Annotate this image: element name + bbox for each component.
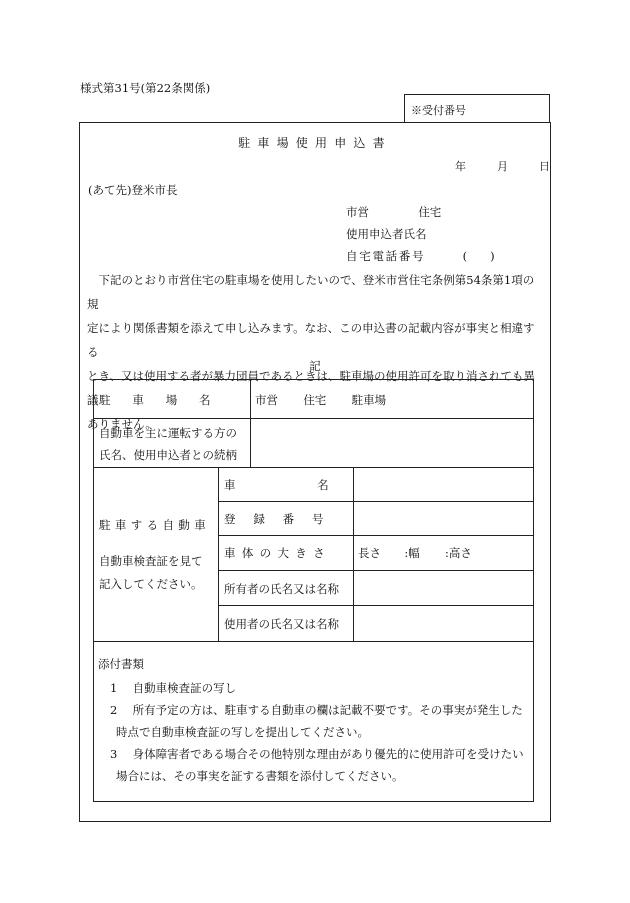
parking-name-label bbox=[99, 392, 241, 408]
statement-line: ありません。 bbox=[87, 417, 157, 431]
car-name-label bbox=[224, 477, 411, 493]
attachment-number: 1 bbox=[110, 681, 118, 695]
parking-label-text: 駐車場名 bbox=[99, 393, 233, 407]
applicant-name[interactable] bbox=[346, 226, 427, 242]
user-label: 使用者の氏名又は名称 bbox=[224, 617, 339, 631]
owner-field[interactable] bbox=[355, 571, 530, 604]
owner-label: 所有者の氏名又は名称 bbox=[224, 582, 339, 596]
attachment-number: 3 bbox=[110, 747, 118, 761]
width-label: :幅 bbox=[404, 546, 420, 560]
month-label: 月 bbox=[497, 160, 508, 173]
size-text: 車体の大きさ bbox=[224, 546, 331, 560]
attachment-text-continued: 時点で自動車検査証の写しを提出してください。 bbox=[116, 725, 369, 739]
addressee: (あて先)登米市長 bbox=[88, 183, 178, 197]
page-title: 駐車場使用申込書 bbox=[238, 136, 392, 150]
attachments-title: 添付書類 bbox=[98, 657, 144, 671]
applicant-address[interactable] bbox=[346, 204, 441, 220]
size-value-field[interactable] bbox=[358, 545, 472, 561]
attachment-text: 身体障害者である場合その他特別な理由があり優先的に使用許可を受けたい bbox=[132, 747, 524, 761]
driver-value-field[interactable] bbox=[252, 418, 530, 464]
ki-heading: 記 bbox=[309, 359, 321, 373]
registration-text: 登録番号 bbox=[224, 512, 342, 526]
year-label: 年 bbox=[455, 160, 466, 173]
driver-label-line2: 氏名、使用申込者との続柄 bbox=[99, 448, 237, 462]
attachment-text: 所有予定の方は、駐車する自動車の欄は記載不要です。その事実が発生した bbox=[132, 703, 523, 717]
attachment-text: 自動車検査証の写し bbox=[132, 681, 237, 695]
row-divider bbox=[218, 535, 533, 536]
phone-label: 自宅電話番号 bbox=[346, 249, 426, 263]
column-divider bbox=[218, 467, 219, 641]
height-label: :高さ bbox=[445, 546, 472, 560]
car-name-field[interactable] bbox=[355, 467, 530, 500]
attachment-number: 2 bbox=[110, 703, 118, 717]
receipt-number-label: ※受付番号 bbox=[411, 104, 466, 117]
attachment-text-continued: 場合には、その事実を証する書類を添付してください。 bbox=[116, 769, 404, 783]
applicant-phone[interactable] bbox=[346, 248, 495, 264]
parking-middle: 住宅 bbox=[303, 393, 327, 407]
statement-line: 定により関係書類を添えて申し込みます。なお、この申込書の記載内容が事実と相違する bbox=[87, 321, 535, 359]
car-name-text: 車名 bbox=[224, 478, 411, 492]
attachment-item bbox=[110, 746, 524, 762]
receipt-number-box[interactable] bbox=[404, 94, 550, 122]
column-divider bbox=[250, 380, 251, 467]
address-suffix: 住宅 bbox=[418, 205, 442, 219]
vehicle-label: 駐車する自動車 bbox=[99, 518, 211, 532]
registration-label bbox=[224, 511, 348, 527]
parking-suffix: 駐車場 bbox=[351, 393, 387, 407]
parking-prefix: 市営 bbox=[255, 393, 278, 407]
statement-line: 下記のとおり市営住宅の駐車場を使用したいので、登米市営住宅条例第54条第1項の規 bbox=[87, 273, 535, 311]
day-label: 日 bbox=[539, 160, 550, 173]
date-line[interactable] bbox=[455, 158, 550, 174]
applicant-name-label: 使用申込者氏名 bbox=[346, 227, 427, 241]
driver-label-line1: 自動車を主に運転する方の bbox=[99, 426, 237, 440]
vehicle-note-line1: 自動車検査証を見て bbox=[99, 554, 203, 568]
user-field[interactable] bbox=[355, 606, 530, 640]
address-prefix: 市営 bbox=[346, 205, 369, 219]
form-number: 様式第31号(第22条関係) bbox=[80, 81, 211, 95]
registration-field[interactable] bbox=[355, 501, 530, 534]
parking-name-value[interactable] bbox=[255, 392, 386, 408]
attachment-item bbox=[110, 680, 236, 696]
phone-parens: ( ) bbox=[462, 249, 495, 263]
size-label bbox=[224, 545, 331, 561]
attachment-item bbox=[110, 702, 523, 718]
length-label: 長さ bbox=[358, 546, 381, 560]
statement-line: とき、又は使用する者が暴力団員であるときは、駐車場の使用許可を取り消されても異議 bbox=[87, 369, 536, 407]
row-divider bbox=[94, 641, 533, 642]
column-divider bbox=[353, 467, 354, 641]
vehicle-note-line2: 記入してください。 bbox=[99, 577, 203, 591]
